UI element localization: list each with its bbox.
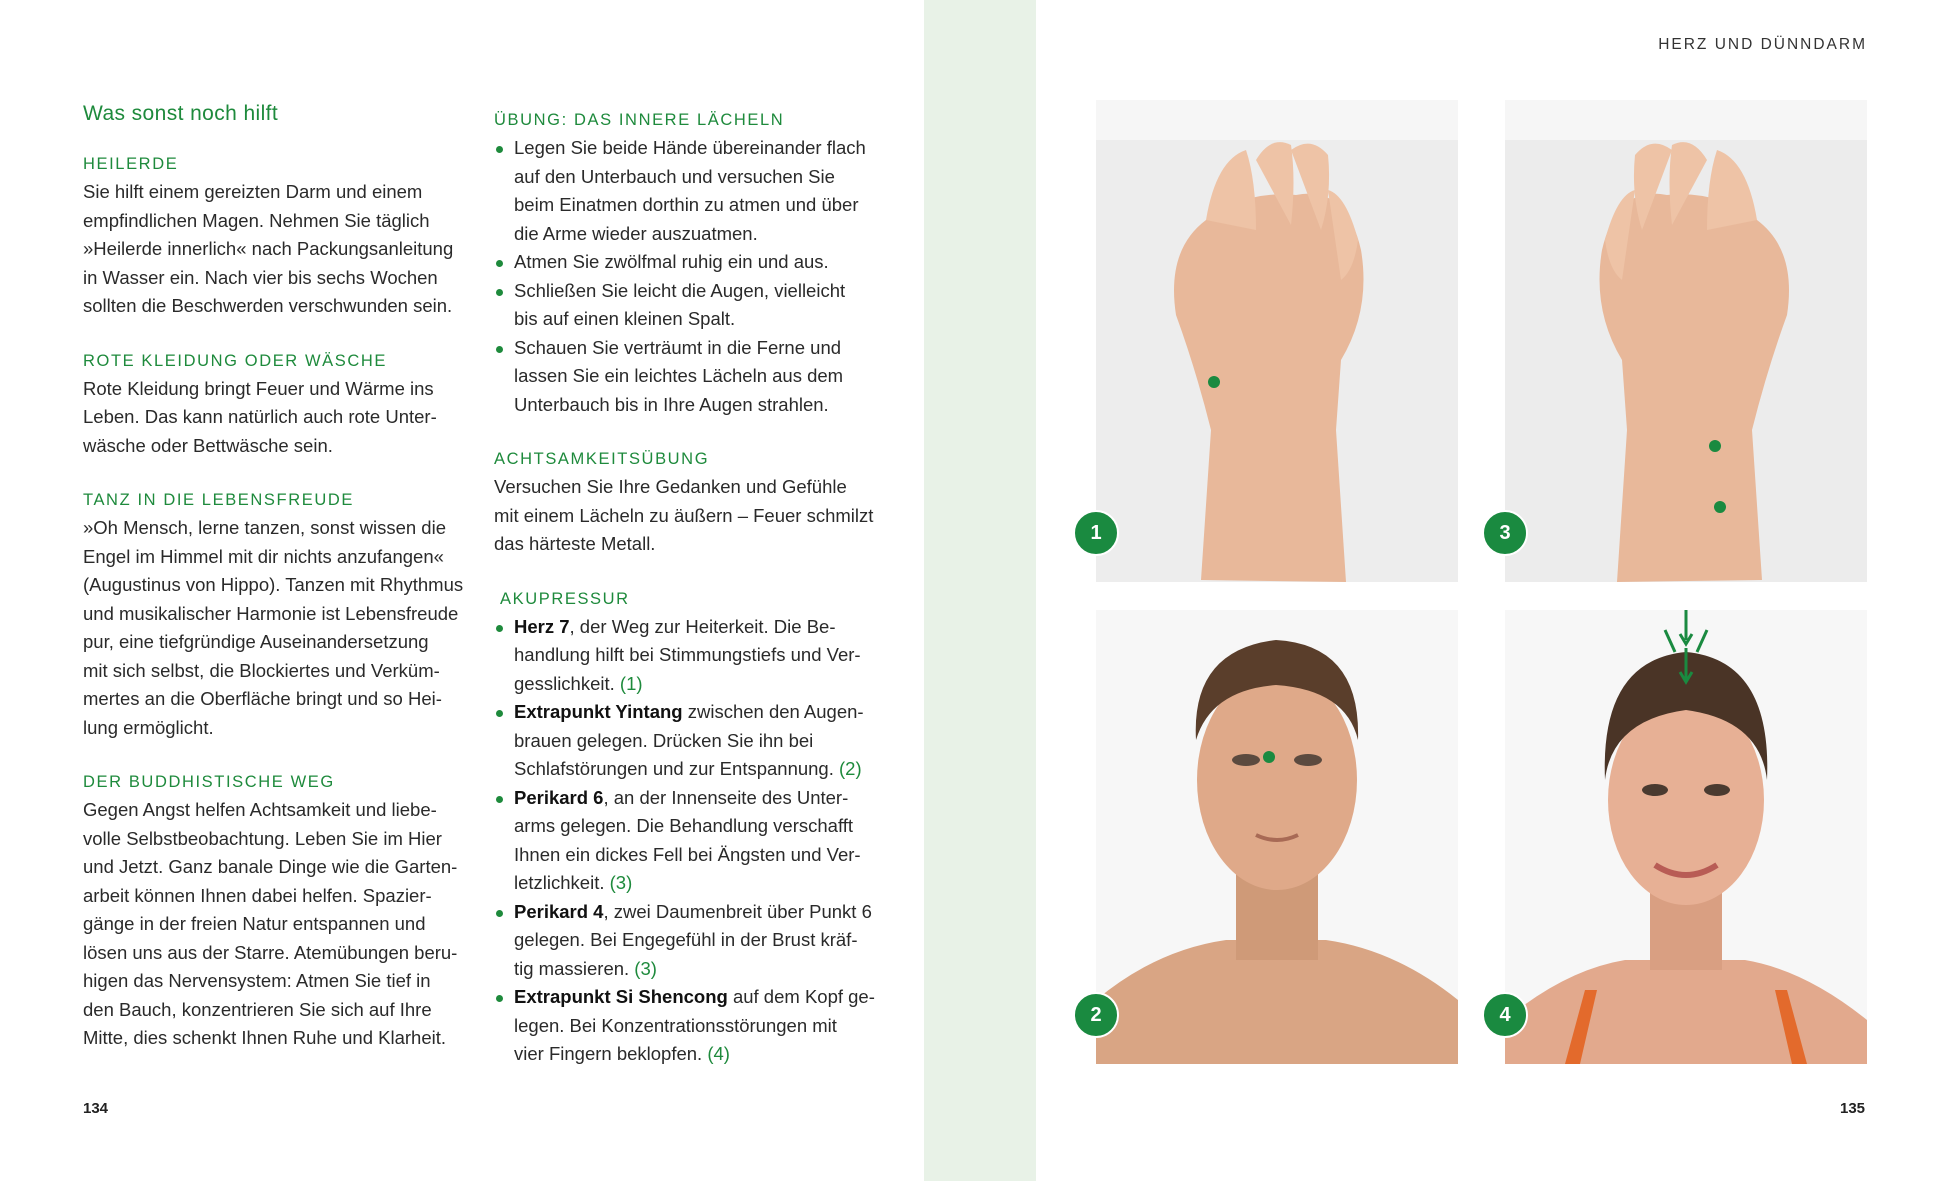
subheading-tanz: TANZ IN DIE LEBENSFREUDE <box>83 491 354 509</box>
acupoint-marker <box>1263 751 1275 763</box>
figure-badge-1: 1 <box>1073 510 1119 556</box>
acupoint-marker <box>1709 440 1721 452</box>
acupoint-marker <box>1208 376 1220 388</box>
woman-face-illustration <box>1505 610 1867 1064</box>
figure-ref: (3) <box>609 872 633 893</box>
right-column <box>494 100 884 1095</box>
subheading-uebung: ÜBUNG: DAS INNERE LÄCHELN <box>494 111 785 129</box>
paragraph-tanz: »Oh Mensch, lerne tanzen, sonst wissen die Engel im Himmel mit dir nichts anzufangen« (Augustinus von Hippo). Tanzen mit Rhythmus und musikalischer Harmonie ist Lebensfreude pur, eine tiefgründige Auseinandersetzung mit sich selbst, die Blockiertes und Verküm- mertes an die Oberfläche bringt und so Hei- lung ermöglicht. <box>83 517 464 738</box>
paragraph-rote-kleidung: Rote Kleidung bringt Feuer und Wärme ins Leben. Das kann natürlich auch rote Unter- wäsche oder Bettwäsche sein. <box>83 377 437 456</box>
paragraph-achtsamkeit: Versuchen Sie Ihre Gedanken und Gefühle mit einem Lächeln zu äußern – Feuer schmilzt das härteste Metall. <box>494 476 874 554</box>
figure-ref: (3) <box>634 957 657 979</box>
hand-illustration <box>1096 100 1458 582</box>
list-item: Extrapunkt Yintang zwischen den Augen- brauen gelegen. Drücken Sie ihn bei Schlafstörungen und zur Entspannung. (2) <box>494 698 884 784</box>
figure-ref: (1) <box>619 672 643 694</box>
photo-man-yintang <box>1096 610 1458 1064</box>
photo-hand-herz7 <box>1096 100 1458 582</box>
list-item: Perikard 6, an der Innenseite des Unter- arms gelegen. Die Behandlung verschafft Ihnen ein dickes Fell bei Ängsten und Ver- letzlichkeit. (3) <box>494 784 884 898</box>
running-head: HERZ UND DÜNNDARM <box>1658 36 1867 53</box>
man-face-illustration <box>1096 610 1458 1064</box>
left-column <box>83 100 473 1079</box>
subheading-rote-kleidung: ROTE KLEIDUNG ODER WÄSCHE <box>83 351 388 370</box>
figure-badge-2: 2 <box>1073 992 1119 1038</box>
list-item: Extrapunkt Si Shencong auf dem Kopf ge- legen. Bei Konzentrationsstörungen mit vier Fingern beklopfen. (4) <box>494 983 884 1069</box>
page-number-left: 134 <box>83 1100 109 1117</box>
subheading-achtsamkeit: ACHTSAMKEITSÜBUNG <box>494 450 710 468</box>
hand-illustration <box>1505 100 1867 582</box>
figure-ref: (2) <box>839 758 862 779</box>
uebung-list <box>494 134 884 419</box>
akupressur-list <box>494 613 884 1069</box>
section-title: Was sonst noch hilft <box>83 102 279 125</box>
list-item: Schauen Sie verträumt in die Ferne und lassen Sie ein leichtes Lächeln aus dem Unterbauch bis in Ihre Augen strahlen. <box>494 334 884 420</box>
list-item: Schließen Sie leicht die Augen, vielleicht bis auf einen kleinen Spalt. <box>494 277 884 334</box>
figure-ref: (4) <box>707 1043 730 1064</box>
page-number-right: 135 <box>1840 1100 1866 1117</box>
page-gutter <box>924 0 1036 1181</box>
list-item: Perikard 4, zwei Daumenbreit über Punkt 6 gelegen. Bei Engegefühl in der Brust kräf- tig massieren. (3) <box>494 898 884 984</box>
paragraph-heilerde: Sie hilft einem gereizten Darm und einem empfindlichen Magen. Nehmen Sie täglich »Heilerde innerlich« nach Packungsanleitung in Wasser ein. Nach vier bis sechs Wochen sollten die Beschwerden verschwunden sein. <box>83 181 454 316</box>
subheading-akupressur: AKUPRESSUR <box>500 589 630 608</box>
paragraph-buddhistisch: Gegen Angst helfen Achtsamkeit und liebe- volle Selbstbeobachtung. Leben Sie im Hier und Jetzt. Ganz banale Dinge wie die Garten- arbeit können Ihnen dabei helfen. Spazier- gänge in der freien Natur entspannen und lösen uns aus der Starre. Atemübungen beru- higen das Nervensystem: Atmen Sie tief in den Bauch, konzentrieren Sie sich auf Ihre Mitte, dies schenkt Ihnen Ruhe und Klarheit. <box>83 799 458 1048</box>
list-item: Atmen Sie zwölfmal ruhig ein und aus. <box>494 248 884 277</box>
figure-badge-4: 4 <box>1482 992 1528 1038</box>
photo-hand-perikard <box>1505 100 1867 582</box>
subheading-buddhistisch: DER BUDDHISTISCHE WEG <box>83 773 335 791</box>
subheading-heilerde: HEILERDE <box>83 155 179 173</box>
left-page <box>0 0 924 1181</box>
list-item: Legen Sie beide Hände übereinander flach auf den Unterbauch und versuchen Sie beim Einatmen dorthin zu atmen und über die Arme wieder auszuatmen. <box>494 134 884 248</box>
photo-woman-sishencong <box>1505 610 1867 1064</box>
figure-badge-3: 3 <box>1482 510 1528 556</box>
acupoint-marker <box>1714 501 1726 513</box>
list-item: Herz 7, der Weg zur Heiterkeit. Die Be- handlung hilft bei Stimmungstiefs und Ver- gesslichkeit. (1) <box>494 613 884 699</box>
